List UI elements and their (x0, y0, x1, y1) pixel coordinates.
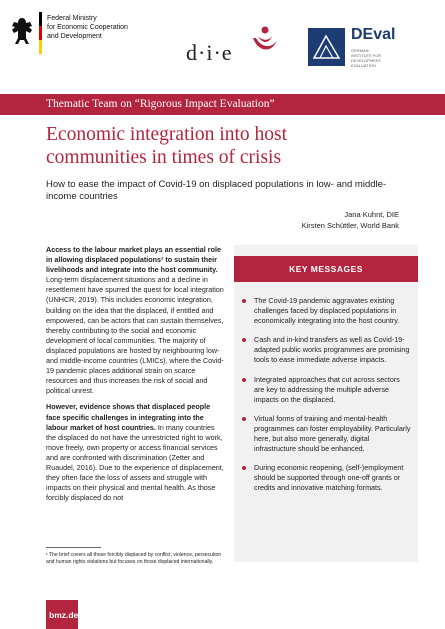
deval-sub-line-4: EVALUATION (351, 63, 376, 68)
document-title (46, 123, 416, 169)
flag-red (39, 26, 42, 40)
bullet-icon (242, 417, 246, 421)
key-message-text: The Covid-19 pandemic aggravates existing challenges faced by displaced populations in economically integrating into the host country. (254, 296, 400, 326)
footer-link[interactable]: bmz.de (49, 610, 79, 620)
key-message-item (240, 375, 412, 405)
deval-logo-mark (308, 28, 345, 66)
key-message-text: During economic reopening, (self-)employment should be supported through one-off grants or credits and innovative matching formats. (254, 463, 404, 493)
key-messages-heading: KEY MESSAGES (234, 256, 418, 282)
bullet-icon (242, 466, 246, 470)
title-line-1: Economic integration into host (46, 124, 287, 145)
body-text (46, 245, 226, 509)
key-messages-list (240, 296, 412, 503)
german-flag-bar (39, 12, 42, 54)
federal-eagle-icon (9, 16, 35, 50)
deval-sub-line-1: GERMAN (351, 48, 369, 53)
deval-sub-line-2: INSTITUTE FOR (351, 53, 382, 58)
bullet-icon (242, 299, 246, 303)
key-message-item (240, 463, 412, 493)
flag-black (39, 12, 42, 26)
ministry-name (47, 14, 128, 41)
body-p2-text: In many countries the displaced do not have the unrestricted right to work, move freely, own property or access financial services and are confronted with discrimination (Zetter and Ruaudel, 2016). Due to the experience of displacement, they often face the loss of assets and struggle with impacts on their physical and mental health. As those forcibly displaced do not (46, 422, 224, 503)
key-message-text: Cash and in-kind transfers as well as Covid-19-adapted public works programmes are promising tools to ease immediate adverse impacts. (254, 335, 410, 365)
thematic-band-text: Thematic Team on “Rigorous Impact Evaluation” (46, 98, 275, 110)
author-2: Kirsten Schüttler, World Bank (301, 221, 399, 230)
body-p1-lead: Access to the labour market plays an essential role in allowing displaced populations¹ to sustain their livelihoods and integrate into the host community. (46, 245, 221, 275)
deval-logo-text: DEval (351, 26, 396, 43)
ministry-line-2: for Economic Cooperation (47, 24, 128, 31)
flag-gold (39, 40, 42, 54)
deval-mark-icon (308, 28, 345, 66)
deval-sub-line-3: DEVELOPMENT (351, 58, 382, 63)
ministry-line-1: Federal Ministry (47, 15, 97, 22)
deval-subtitle (351, 48, 381, 68)
title-line-2: communities in times of crisis (46, 147, 282, 168)
body-p1-text: Long-term displacement situations and a decline in resettlement have spurred the quest for local integration (UNHCR, 2019). This includes economic integration, building on the idea that the displaced, if entitled and empowered, can be actors that can sustain themselves, thereby contributing to the social and economic development of local communities. The majority of displaced populations are hosted by neighbouring low- and middle-income countries (LMICs), where the Covid-19 pandemic places additional strain on scarce resources and thus increases the risk of social and political unrest. (46, 275, 224, 396)
bullet-icon (242, 338, 246, 342)
footnote: ¹ The brief covers all those forcibly displaced by conflict, violence, persecution and human rights violations but focuses on those displaced internationally. (46, 552, 222, 565)
footnote-rule (46, 547, 101, 548)
die-logo: d·i·e (186, 40, 233, 65)
key-message-text: Virtual forms of training and mental-health programmes can foster employability. Particularly here, but also more generally, digital infrastructure should be enhanced. (254, 413, 411, 454)
authors (302, 209, 399, 231)
body-paragraph-1 (46, 245, 226, 396)
document-subtitle: How to ease the impact of Covid-19 on displaced populations in low- and middle-income countries (46, 179, 387, 202)
body-paragraph-2 (46, 402, 226, 503)
die-swoosh-icon (250, 24, 280, 58)
key-message-item (240, 296, 412, 326)
key-message-text: Integrated approaches that cut across sectors are key to addressing the multiple adverse impacts on the displaced. (254, 374, 400, 404)
body-p2-lead: However, evidence shows that displaced people face specific challenges in integrating into the labour market of host countries. (46, 402, 211, 432)
bullet-icon (242, 378, 246, 382)
ministry-line-3: and Development (47, 33, 102, 40)
key-message-item (240, 335, 412, 365)
author-1: Jana Kuhnt, DIE (344, 210, 399, 219)
key-message-item (240, 414, 412, 454)
